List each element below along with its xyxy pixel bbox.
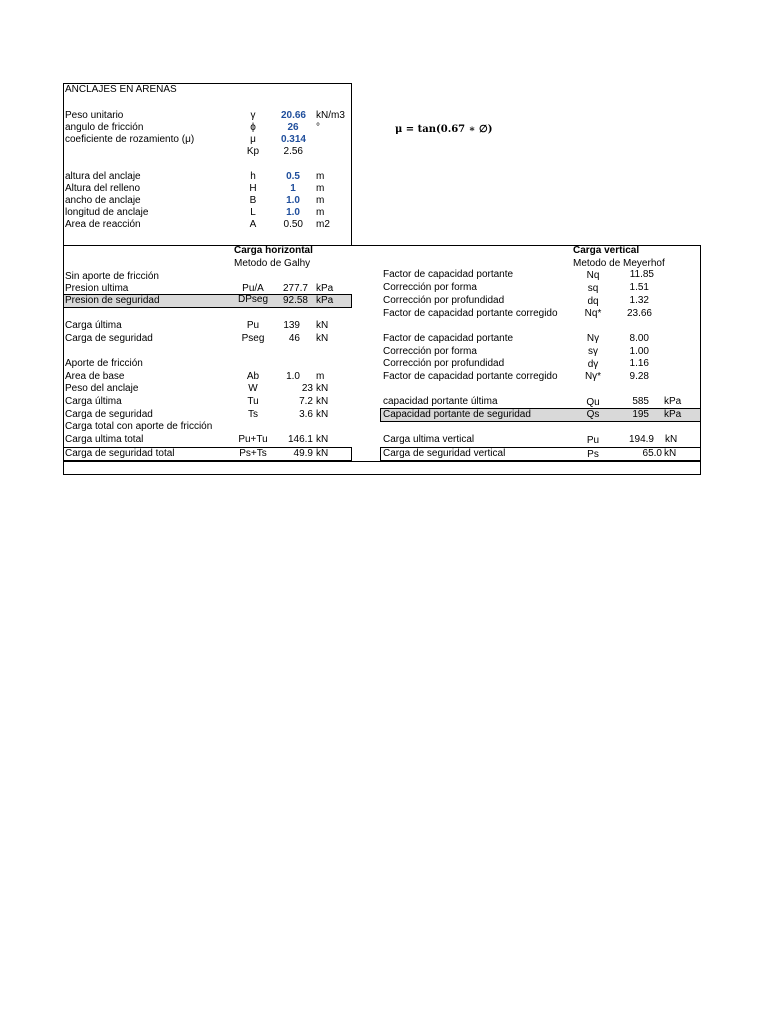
symbol: ϕ bbox=[250, 122, 256, 133]
value: 11.85 bbox=[629, 269, 654, 280]
unit: m2 bbox=[316, 219, 330, 230]
unit: ° bbox=[316, 122, 320, 133]
horizontal-method: Metodo de Galhy bbox=[234, 258, 311, 269]
label: Corrección por profundidad bbox=[383, 358, 505, 369]
label: Factor de capacidad portante corregido bbox=[383, 308, 558, 319]
unit: kN bbox=[664, 448, 677, 459]
symbol: dγ bbox=[587, 359, 599, 370]
label: Carga ultima total bbox=[65, 434, 144, 445]
label: Carga última bbox=[65, 320, 122, 331]
symbol: W bbox=[248, 383, 258, 394]
value: 0.5 bbox=[286, 171, 300, 182]
value: 194.9 bbox=[628, 434, 654, 445]
symbol: Qu bbox=[586, 397, 600, 408]
value: 2.56 bbox=[283, 146, 303, 157]
sheet-title: ANCLAJES EN ARENAS bbox=[65, 84, 177, 95]
symbol: Pu bbox=[246, 320, 260, 331]
symbol: h bbox=[250, 171, 256, 182]
label: Carga de seguridad total bbox=[65, 448, 175, 459]
unit: kPa bbox=[316, 295, 334, 306]
label: longitud de anclaje bbox=[65, 207, 149, 218]
value: 146.1 bbox=[287, 434, 313, 445]
value: 1.51 bbox=[629, 282, 649, 293]
symbol: dq bbox=[587, 296, 599, 307]
symbol: A bbox=[249, 219, 257, 230]
symbol: L bbox=[250, 207, 256, 218]
label: coeficiente de rozamiento (μ) bbox=[65, 134, 195, 145]
value: 23.66 bbox=[626, 308, 652, 319]
unit: kN/m3 bbox=[316, 110, 345, 121]
unit: m bbox=[316, 195, 325, 206]
label: Carga última bbox=[65, 396, 122, 407]
value: 1.0 bbox=[286, 207, 300, 218]
label: Carga de seguridad bbox=[65, 333, 153, 344]
value: 1.16 bbox=[629, 358, 649, 369]
label: altura del anclaje bbox=[65, 171, 141, 182]
value: 20.66 bbox=[280, 110, 306, 121]
unit: kN bbox=[316, 448, 329, 459]
label: Carga de seguridad vertical bbox=[383, 448, 506, 459]
unit: kN bbox=[316, 434, 329, 445]
symbol: sγ bbox=[588, 346, 598, 357]
label: Factor de capacidad portante corregido bbox=[383, 371, 558, 382]
value: 1.0 bbox=[286, 195, 300, 206]
unit: kN bbox=[316, 320, 329, 331]
unit: kN bbox=[316, 409, 329, 420]
label: Altura del relleno bbox=[65, 183, 141, 194]
symbol: Nq bbox=[586, 270, 600, 281]
label: Peso del anclaje bbox=[65, 383, 139, 394]
horizontal-heading: Carga horizontal bbox=[234, 245, 313, 256]
symbol: Nq* bbox=[584, 308, 602, 319]
label: Presion de seguridad bbox=[65, 295, 160, 306]
label: Aporte de fricción bbox=[65, 358, 143, 369]
symbol: Qs bbox=[586, 409, 600, 420]
value: 195 bbox=[632, 409, 649, 420]
label: Carga de seguridad bbox=[65, 409, 153, 420]
symbol: Ab bbox=[246, 371, 260, 382]
symbol: γ bbox=[250, 110, 256, 121]
unit: kN bbox=[316, 333, 329, 344]
symbol: μ bbox=[250, 134, 256, 145]
value: 46 bbox=[288, 333, 300, 344]
label: Carga total con aporte de fricción bbox=[65, 421, 213, 432]
symbol: H bbox=[249, 183, 257, 194]
symbol: Nγ* bbox=[584, 371, 602, 382]
label: Area de base bbox=[65, 371, 125, 382]
unit: kPa bbox=[316, 283, 334, 294]
bottom-separator-line bbox=[63, 461, 701, 462]
label: Carga ultima vertical bbox=[383, 434, 475, 445]
symbol: B bbox=[249, 195, 257, 206]
value: 92.58 bbox=[282, 295, 308, 306]
symbol: Ts bbox=[248, 409, 258, 420]
symbol: Ps+Ts bbox=[239, 448, 267, 459]
value: 1.32 bbox=[629, 295, 649, 306]
unit: m bbox=[316, 183, 325, 194]
value: 9.28 bbox=[629, 371, 649, 382]
symbol: Ps bbox=[587, 449, 599, 460]
symbol: Pu/A bbox=[242, 283, 264, 294]
symbol: Pseg bbox=[241, 333, 265, 344]
symbol: Pu bbox=[586, 435, 600, 446]
value: 65.0 bbox=[642, 448, 662, 459]
unit: kPa bbox=[664, 396, 682, 407]
vertical-method: Metodo de Meyerhof bbox=[573, 258, 665, 269]
unit: kN bbox=[316, 396, 329, 407]
label: capacidad portante última bbox=[383, 396, 498, 407]
value: 8.00 bbox=[629, 333, 649, 344]
unit: m bbox=[316, 371, 325, 382]
label: Factor de capacidad portante bbox=[383, 333, 514, 344]
value: 585 bbox=[632, 396, 649, 407]
label: Factor de capacidad portante bbox=[383, 269, 514, 280]
vertical-heading: Carga vertical bbox=[573, 245, 640, 256]
unit: kN bbox=[316, 383, 329, 394]
label: Corrección por profundidad bbox=[383, 295, 505, 306]
label: Corrección por forma bbox=[383, 282, 477, 293]
label: Sin aporte de fricción bbox=[65, 271, 159, 282]
value: 0.50 bbox=[283, 219, 303, 230]
label: Presion ultima bbox=[65, 283, 129, 294]
value: 3.6 bbox=[299, 409, 313, 420]
value: 23 bbox=[301, 383, 313, 394]
symbol: Kp bbox=[246, 146, 260, 157]
value: 1.0 bbox=[286, 371, 300, 382]
symbol: Nγ bbox=[586, 333, 600, 344]
label: angulo de fricción bbox=[65, 122, 144, 133]
value: 49.9 bbox=[293, 448, 313, 459]
friction-formula: μ = tan(0.67 ∗ ∅) bbox=[395, 124, 493, 135]
symbol: Pu+Tu bbox=[238, 434, 268, 445]
value: 0.314 bbox=[280, 134, 306, 145]
value: 139 bbox=[283, 320, 300, 331]
label: ancho de anclaje bbox=[65, 195, 141, 206]
symbol: sq bbox=[587, 283, 599, 294]
value: 277.7 bbox=[282, 283, 308, 294]
value: 1 bbox=[290, 183, 296, 194]
label: Corrección por forma bbox=[383, 346, 477, 357]
unit: kPa bbox=[664, 409, 682, 420]
label: Area de reacción bbox=[65, 219, 141, 230]
unit: kN bbox=[665, 434, 678, 445]
symbol: Tu bbox=[247, 396, 259, 407]
value: 1.00 bbox=[629, 346, 649, 357]
unit: m bbox=[316, 207, 325, 218]
value: 7.2 bbox=[299, 396, 313, 407]
symbol: DPseg bbox=[237, 294, 268, 305]
value: 26 bbox=[287, 122, 299, 133]
label: Capacidad portante de seguridad bbox=[383, 409, 531, 420]
unit: m bbox=[316, 171, 325, 182]
label: Peso unitario bbox=[65, 110, 124, 121]
